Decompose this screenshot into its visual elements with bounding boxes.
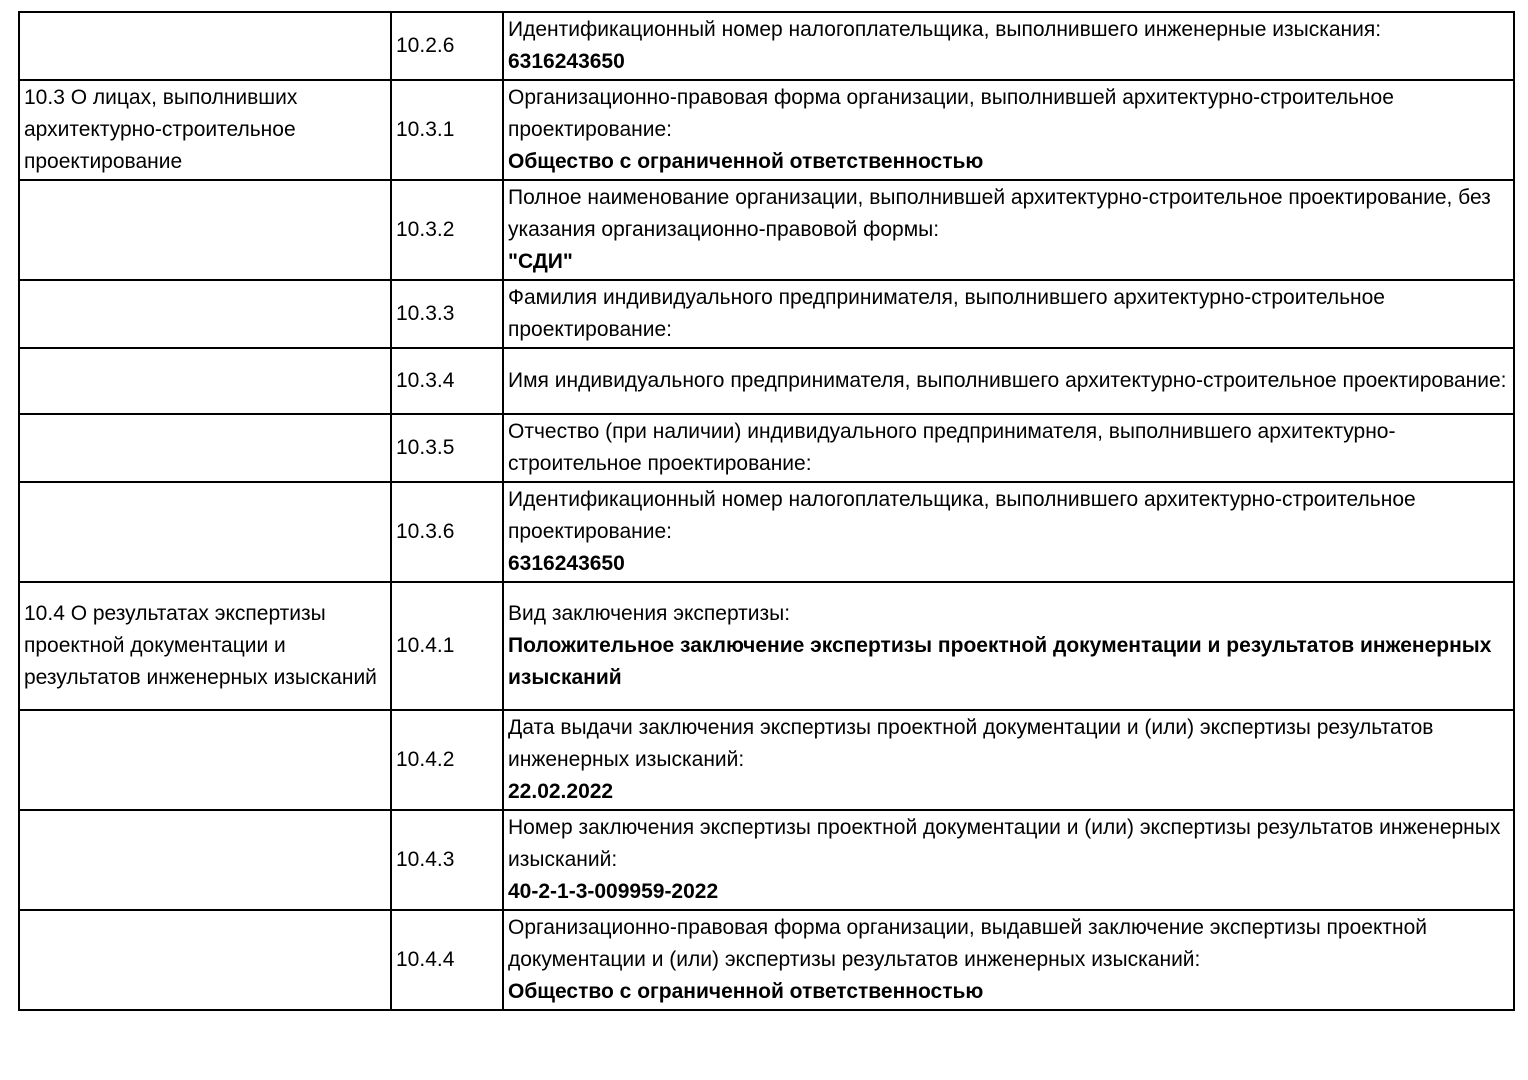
table-row bbox=[19, 12, 1514, 80]
item-number-cell: 10.3.1 bbox=[391, 80, 503, 180]
table-row bbox=[19, 582, 1514, 710]
field-label: Организационно-правовая форма организации, выполнившей архитектурно-строительное проектирование: bbox=[508, 86, 1394, 141]
field-label: Вид заключения экспертизы: bbox=[508, 602, 791, 625]
section-cell bbox=[19, 582, 391, 710]
section-cell bbox=[19, 80, 391, 180]
table-row bbox=[19, 910, 1514, 1010]
section-cell bbox=[19, 280, 391, 348]
field-value: 6316243650 bbox=[508, 50, 625, 73]
field-value: "СДИ" bbox=[508, 250, 573, 273]
description-cell bbox=[503, 348, 1514, 414]
description-cell bbox=[503, 12, 1514, 80]
section-cell bbox=[19, 414, 391, 482]
field-value: Общество с ограниченной ответственностью bbox=[508, 150, 984, 173]
section-label: 10.3 О лицах, выполнивших архитектурно-строительное проектирование bbox=[24, 86, 298, 173]
section-cell bbox=[19, 710, 391, 810]
section-label: 10.4 О результатах экспертизы проектной документации и результатов инженерных изысканий bbox=[24, 602, 377, 689]
field-label: Идентификационный номер налогоплательщика, выполнившего инженерные изыскания: bbox=[508, 18, 1382, 41]
field-value: Общество с ограниченной ответственностью bbox=[508, 980, 984, 1003]
section-cell bbox=[19, 810, 391, 910]
field-value: 40-2-1-3-009959-2022 bbox=[508, 880, 719, 903]
field-value: 6316243650 bbox=[508, 552, 625, 575]
description-cell bbox=[503, 810, 1514, 910]
item-number-cell: 10.3.2 bbox=[391, 180, 503, 280]
section-cell bbox=[19, 348, 391, 414]
item-number-cell: 10.4.1 bbox=[391, 582, 503, 710]
section-cell bbox=[19, 180, 391, 280]
description-cell bbox=[503, 710, 1514, 810]
field-label: Дата выдачи заключения экспертизы проектной документации и (или) экспертизы результатов инженерных изысканий: bbox=[508, 716, 1434, 771]
table-row bbox=[19, 710, 1514, 810]
item-number-cell: 10.3.5 bbox=[391, 414, 503, 482]
table-row bbox=[19, 348, 1514, 414]
field-label: Отчество (при наличии) индивидуального предпринимателя, выполнившего архитектурно-строительное проектирование: bbox=[508, 420, 1396, 475]
document-page bbox=[18, 11, 1515, 1011]
table-row bbox=[19, 414, 1514, 482]
item-number-cell: 10.2.6 bbox=[391, 12, 503, 80]
field-label: Имя индивидуального предпринимателя, выполнившего архитектурно-строительное проектирование: bbox=[508, 369, 1507, 392]
description-cell bbox=[503, 280, 1514, 348]
field-label: Организационно-правовая форма организации, выдавшей заключение экспертизы проектной документации и (или) экспертизы результатов инженерных изысканий: bbox=[508, 916, 1428, 971]
item-number-cell: 10.3.4 bbox=[391, 348, 503, 414]
field-label: Полное наименование организации, выполнившей архитектурно-строительное проектирование, без указания организационно-правовой формы: bbox=[508, 186, 1491, 241]
declaration-table bbox=[18, 11, 1515, 1011]
table-row bbox=[19, 280, 1514, 348]
section-cell bbox=[19, 482, 391, 582]
description-cell bbox=[503, 180, 1514, 280]
description-cell bbox=[503, 582, 1514, 710]
field-label: Фамилия индивидуального предпринимателя, выполнившего архитектурно-строительное проектирование: bbox=[508, 286, 1385, 341]
description-cell bbox=[503, 414, 1514, 482]
field-label: Номер заключения экспертизы проектной документации и (или) экспертизы результатов инженерных изысканий: bbox=[508, 816, 1501, 871]
item-number-cell: 10.3.6 bbox=[391, 482, 503, 582]
description-cell bbox=[503, 910, 1514, 1010]
table-row bbox=[19, 180, 1514, 280]
table-row bbox=[19, 810, 1514, 910]
item-number-cell: 10.4.4 bbox=[391, 910, 503, 1010]
field-value: Положительное заключение экспертизы проектной документации и результатов инженерных изысканий bbox=[508, 634, 1492, 689]
field-label: Идентификационный номер налогоплательщика, выполнившего архитектурно-строительное проектирование: bbox=[508, 488, 1416, 543]
section-cell bbox=[19, 12, 391, 80]
description-cell bbox=[503, 80, 1514, 180]
item-number-cell: 10.3.3 bbox=[391, 280, 503, 348]
table-row bbox=[19, 482, 1514, 582]
description-cell bbox=[503, 482, 1514, 582]
table-row bbox=[19, 80, 1514, 180]
field-value: 22.02.2022 bbox=[508, 780, 614, 803]
item-number-cell: 10.4.2 bbox=[391, 710, 503, 810]
section-cell bbox=[19, 910, 391, 1010]
item-number-cell: 10.4.3 bbox=[391, 810, 503, 910]
